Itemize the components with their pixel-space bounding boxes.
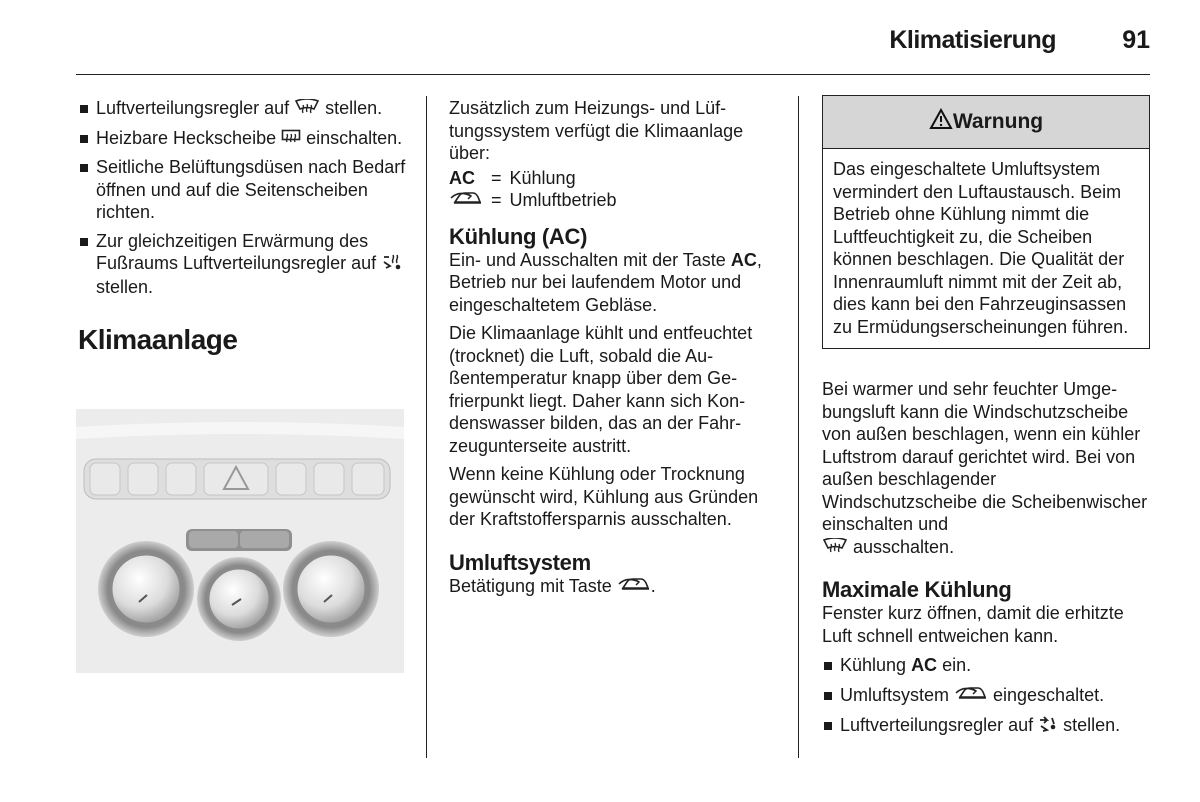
list-item: Kühlung AC ein. xyxy=(822,654,1152,677)
list-item: Seitliche Belüftungsdüsen nach Bedarf öffnen und auf die Seitenscheiben richten. xyxy=(78,156,408,224)
warning-text: Das eingeschaltete Umluftsystem vermindert den Luftaustausch. Beim Betrieb ohne Kühlung nimmt die Luftfeuchtigkeit zu, die Scheiben können beschlagen. Die Qualität der Innenraumluft nimmt mit der Zeit ab, dies kann bei den Fahrzeuginsassen zu Ermüdungserscheinungen führen. xyxy=(833,159,1129,337)
intro-text: Zusätzlich zum Heizungs- und Lüftungssystem verfügt die Klimaanlage über: xyxy=(449,98,744,163)
rear-window-heat-icon xyxy=(281,128,301,151)
header-rule xyxy=(76,74,1150,75)
column-divider-left xyxy=(426,96,427,758)
column-divider-right xyxy=(798,96,799,758)
legend-row: = Umluftbetrieb xyxy=(449,189,625,213)
max-cooling-list xyxy=(822,654,1152,738)
climate-control-panel-photo xyxy=(76,409,404,673)
list-item: Zur gleichzeitigen Erwärmung des Fußraums Luftverteilungsregler auf stellen. xyxy=(78,230,408,299)
column-2 xyxy=(449,97,781,598)
windshield-defrost-icon xyxy=(294,98,320,121)
instruction-list xyxy=(78,97,408,299)
warning-box xyxy=(822,95,1150,349)
recirculation-paragraph: Betätigung mit Taste . xyxy=(449,575,781,599)
defrost-footwell-icon xyxy=(381,253,403,277)
recirculation-icon xyxy=(617,576,651,599)
cooling-title: Kühlung (AC) xyxy=(449,223,588,249)
column-1 xyxy=(78,97,408,356)
recirculation-icon xyxy=(449,190,483,213)
list-item: Luftverteilungsregler auf stellen. xyxy=(78,97,408,121)
warning-triangle-icon xyxy=(929,108,953,136)
max-cooling-title: Maximale Kühlung xyxy=(822,577,1012,602)
section-title: Klimaanlage xyxy=(78,323,238,355)
max-cooling-paragraph: Fenster kurz öffnen, damit die erhitzte Luft schnell entweichen kann. xyxy=(822,603,1124,646)
page-number: 91 xyxy=(1122,26,1150,54)
vent-footwell-icon xyxy=(1038,715,1058,738)
humidity-paragraph: Bei warmer und sehr feuchter Umgebungsluft kann die Windschutzscheibe von außen beschlagen, wenn ein kühler Luftstrom darauf gerichtet wird. Bei von außen beschlagender Windschutzscheibe die Scheibenwischer einschalten und ausschalten. xyxy=(822,378,1152,559)
list-item: Luftverteilungsregler auf stellen. xyxy=(822,714,1152,738)
list-item: Umluftsystem eingeschaltet. xyxy=(822,684,1152,708)
recirculation-icon xyxy=(954,685,988,708)
list-item: Heizbare Heckscheibe einschalten. xyxy=(78,127,408,151)
windshield-defrost-icon xyxy=(822,537,848,560)
legend-table xyxy=(449,167,625,213)
column-3 xyxy=(822,378,1152,738)
recirculation-title: Umluftsystem xyxy=(449,549,591,575)
cooling-paragraph: Ein- und Ausschalten mit der Taste AC, Betrieb nur bei laufendem Motor und eingeschaltetem Gebläse. xyxy=(449,249,762,315)
page-title: Klimatisierung xyxy=(889,26,1056,54)
cooling-paragraph: Die Klimaanlage kühlt und entfeuchtet (trocknet) die Luft, sobald die Außentemperatur knapp über dem Gefrierpunkt liegt. Daher kann sich Kondenswasser bilden, das an der Fahrzeugunterseite austritt. xyxy=(449,323,753,456)
cooling-paragraph: Wenn keine Kühlung oder Trocknung gewünscht wird, Kühlung aus Gründen der Kraftstoffersparnis ausschalten. xyxy=(449,464,759,529)
legend-row: AC = Kühlung xyxy=(449,167,576,188)
warning-header: Warnung xyxy=(823,96,1149,149)
